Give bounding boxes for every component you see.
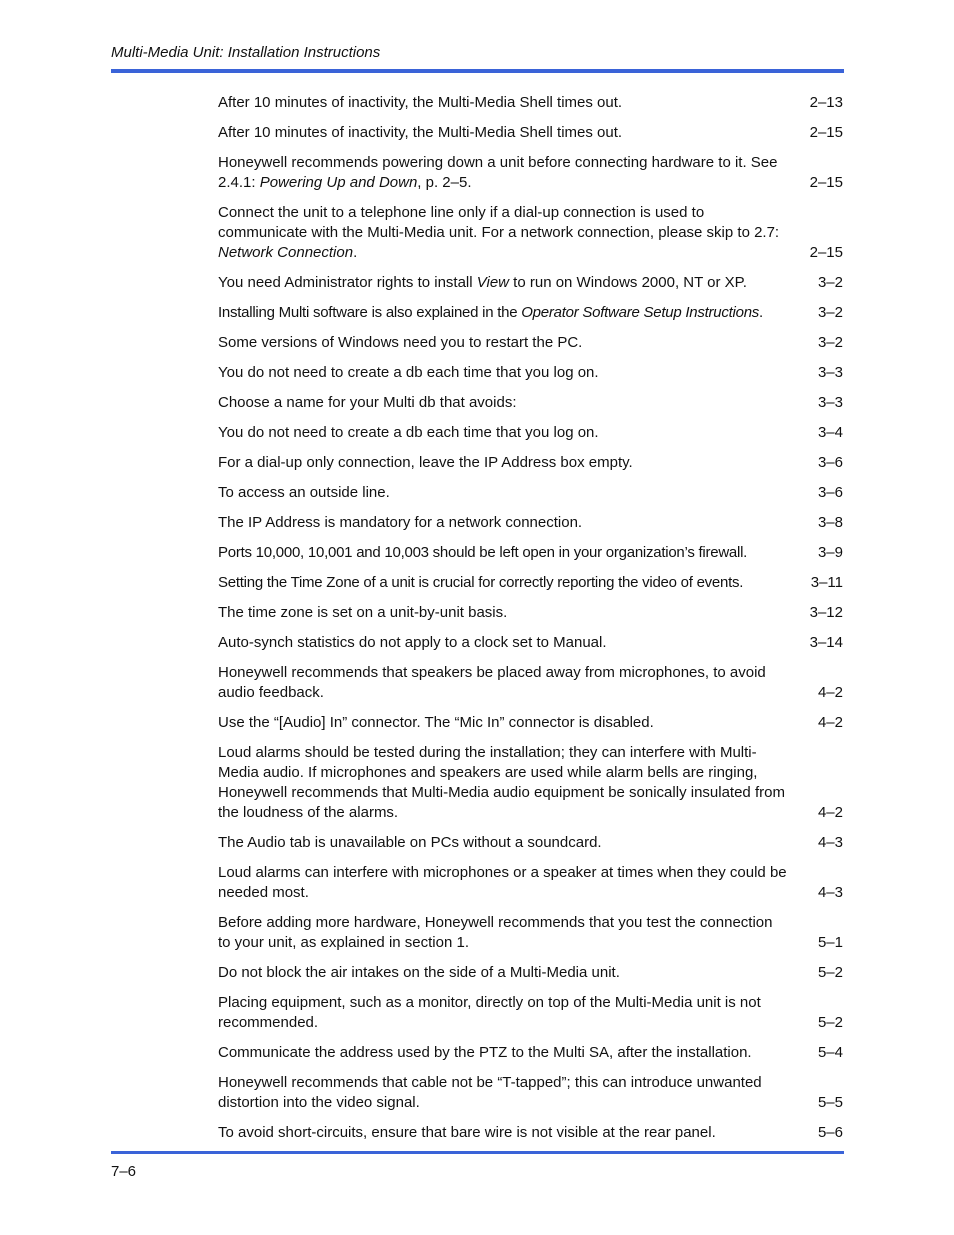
list-item [218, 393, 843, 413]
note-text-segment: The Audio tab is unavailable on PCs without a soundcard. [218, 834, 602, 851]
notes-list [218, 93, 843, 1153]
note-text-segment: The IP Address is mandatory for a network connection. [218, 514, 583, 531]
list-item [218, 423, 843, 443]
page-reference: 3–14 [809, 634, 843, 651]
page-reference: 3–6 [817, 484, 843, 501]
page-reference: 4–2 [817, 684, 843, 701]
note-text-segment: Honeywell recommends that speakers be placed away from microphones, to avoid audio feedback. [218, 664, 766, 701]
list-item [218, 863, 843, 903]
list-item [218, 743, 843, 823]
note-text [218, 993, 788, 1033]
list-item [218, 273, 843, 293]
page-reference: 3–11 [810, 574, 843, 591]
list-item [218, 573, 843, 593]
note-text [218, 603, 788, 623]
note-text [218, 543, 788, 563]
note-text [218, 833, 788, 853]
note-text [218, 743, 788, 823]
note-text-segment: Do not block the air intakes on the side of a Multi-Media unit. [218, 964, 620, 981]
note-text [218, 713, 788, 733]
page-reference: 5–1 [817, 934, 843, 951]
list-item [218, 333, 843, 353]
note-text [218, 423, 788, 443]
list-item [218, 483, 843, 503]
page-reference: 2–13 [809, 94, 843, 111]
list-item [218, 93, 843, 113]
note-text [218, 203, 788, 263]
page-reference: 2–15 [809, 174, 843, 191]
note-text-segment: You do not need to create a db each time that you log on. [218, 424, 599, 441]
note-text [218, 483, 788, 503]
page-reference: 5–2 [817, 1014, 843, 1031]
list-item [218, 913, 843, 953]
note-text [218, 573, 788, 593]
list-item [218, 153, 843, 193]
list-item [218, 713, 843, 733]
list-item [218, 603, 843, 623]
note-text-segment: To avoid short-circuits, ensure that bare wire is not visible at the rear panel. [218, 1124, 716, 1141]
page-reference: 3–6 [817, 454, 843, 471]
list-item [218, 1123, 843, 1143]
note-text-segment: Loud alarms should be tested during the installation; they can interfere with Multi-Media audio. If microphones and speakers are used while alarm bells are ringing, Honeywell recommends that Multi-Media audio equipment be sonically insulated from the loudness of the alarms. [218, 744, 785, 821]
note-text-segment: After 10 minutes of inactivity, the Multi-Media Shell times out. [218, 124, 623, 141]
page-reference: 3–9 [817, 544, 843, 561]
note-text [218, 153, 788, 193]
note-text-segment: Use the “[Audio] In” connector. The “Mic In” connector is disabled. [218, 714, 654, 731]
note-text-segment: Setting the Time Zone of a unit is crucial for correctly reporting the video of events. [218, 574, 744, 591]
note-text-segment: Connect the unit to a telephone line only if a dial-up connection is used to communicate with the Multi-Media unit. For a network connection, please skip to 2.7: [218, 204, 780, 241]
list-item [218, 513, 843, 533]
note-text-segment: to run on Windows 2000, NT or XP. [509, 274, 747, 291]
note-text [218, 123, 788, 143]
note-text-emphasis: Network Connection [218, 244, 354, 261]
list-item [218, 543, 843, 563]
page-reference: 5–5 [817, 1094, 843, 1111]
note-text-segment: . [353, 244, 358, 261]
note-text-segment: After 10 minutes of inactivity, the Multi-Media Shell times out. [218, 94, 623, 111]
note-text [218, 393, 788, 413]
note-text-segment: , p. 2–5. [417, 174, 472, 191]
note-text [218, 453, 788, 473]
note-text [218, 363, 788, 383]
note-text [218, 663, 788, 703]
note-text-segment: Honeywell recommends that cable not be “T-tapped”; this can introduce unwanted distortion into the video signal. [218, 1074, 762, 1111]
list-item [218, 1043, 843, 1063]
note-text-segment: Communicate the address used by the PTZ to the Multi SA, after the installation. [218, 1044, 752, 1061]
note-text-segment: To access an outside line. [218, 484, 390, 501]
list-item [218, 1073, 843, 1113]
page-reference: 3–3 [817, 364, 843, 381]
page-reference: 5–6 [817, 1124, 843, 1141]
note-text-segment: Some versions of Windows need you to restart the PC. [218, 334, 583, 351]
note-text [218, 1073, 788, 1113]
note-text [218, 273, 788, 293]
note-text-segment: For a dial-up only connection, leave the IP Address box empty. [218, 454, 633, 471]
page-reference: 3–2 [817, 304, 843, 321]
page-reference: 4–3 [817, 834, 843, 851]
note-text-segment: Auto-synch statistics do not apply to a clock set to Manual. [218, 634, 607, 651]
page-reference: 4–2 [817, 714, 843, 731]
note-text-emphasis: Powering Up and Down [259, 174, 418, 191]
list-item [218, 203, 843, 263]
running-header-title: Multi-Media Unit: Installation Instructions [111, 44, 381, 61]
page-reference: 4–3 [817, 884, 843, 901]
page-reference: 3–2 [817, 274, 843, 291]
note-text-segment: Ports 10,000, 10,001 and 10,003 should be left open in your organization’s firewall. [218, 544, 748, 561]
note-text [218, 303, 788, 323]
note-text-emphasis: Operator Software Setup Instructions [521, 304, 760, 321]
note-text-segment: Placing equipment, such as a monitor, directly on top of the Multi-Media unit is not recommended. [218, 994, 761, 1031]
page-reference: 5–4 [817, 1044, 843, 1061]
note-text [218, 863, 788, 903]
note-text [218, 1123, 788, 1143]
note-text [218, 1043, 788, 1063]
note-text-segment: You need Administrator rights to install [218, 274, 477, 291]
note-text [218, 633, 788, 653]
note-text-segment: Installing Multi software is also explained in the [218, 304, 522, 321]
page-number: 7–6 [111, 1163, 137, 1180]
note-text-segment: Honeywell recommends powering down a unit before connecting hardware to it. See 2.4.1: [218, 154, 778, 191]
note-text-segment: . [759, 304, 763, 321]
list-item [218, 303, 843, 323]
note-text [218, 333, 788, 353]
note-text [218, 963, 788, 983]
note-text-segment: The time zone is set on a unit-by-unit basis. [218, 604, 508, 621]
page-reference: 5–2 [817, 964, 843, 981]
note-text-emphasis: View [476, 274, 510, 291]
page-reference: 2–15 [809, 244, 843, 261]
note-text [218, 513, 788, 533]
page-reference: 4–2 [817, 804, 843, 821]
list-item [218, 123, 843, 143]
page-reference: 3–8 [817, 514, 843, 531]
page-reference: 3–3 [817, 394, 843, 411]
footer-rule [111, 1151, 844, 1154]
note-text [218, 93, 788, 113]
note-text-segment: You do not need to create a db each time that you log on. [218, 364, 599, 381]
list-item [218, 363, 843, 383]
page-reference: 3–12 [809, 604, 843, 621]
page-reference: 2–15 [809, 124, 843, 141]
list-item [218, 633, 843, 653]
page-reference: 3–2 [817, 334, 843, 351]
note-text-segment: Before adding more hardware, Honeywell recommends that you test the connection to your unit, as explained in section 1. [218, 914, 773, 951]
note-text [218, 913, 788, 953]
header-rule [111, 69, 844, 73]
list-item [218, 963, 843, 983]
note-text-segment: Loud alarms can interfere with microphones or a speaker at times when they could be needed most. [218, 864, 787, 901]
list-item [218, 663, 843, 703]
note-text-segment: Choose a name for your Multi db that avoids: [218, 394, 517, 411]
list-item [218, 993, 843, 1033]
page-reference: 3–4 [817, 424, 843, 441]
list-item [218, 453, 843, 473]
list-item [218, 833, 843, 853]
